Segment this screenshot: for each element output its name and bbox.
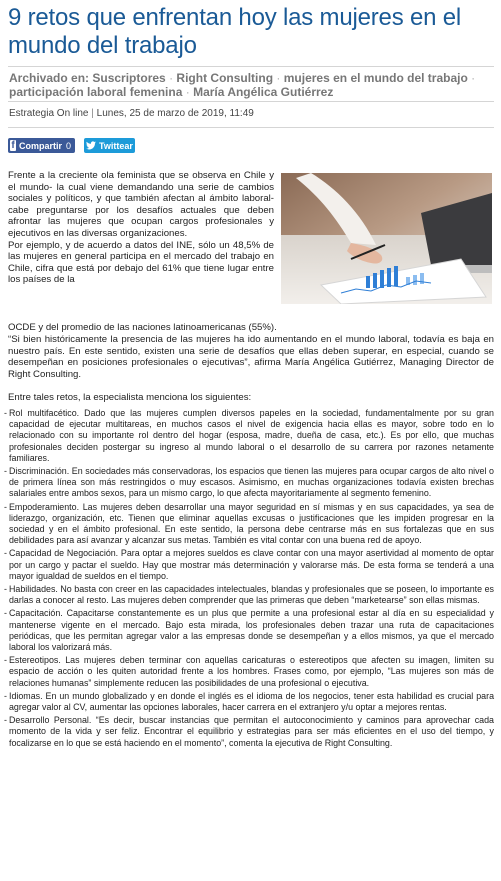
source-name: Estrategia On line — [9, 108, 89, 119]
tag-link-suscriptores[interactable]: Suscriptores — [92, 71, 166, 85]
list-lead-in: Entre tales retos, la especialista menciona los siguientes: — [8, 392, 252, 403]
twitter-icon — [86, 140, 96, 151]
article-photo — [281, 173, 492, 304]
byline-divider — [8, 127, 494, 128]
intro-column — [8, 170, 274, 286]
twitter-share-label: Twittear — [99, 140, 133, 151]
publish-date: Lunes, 25 de marzo de 2019, 11:49 — [96, 108, 254, 119]
intro-paragraph-1: Frente a la creciente ola feminista que se observa en Chile y el mundo- la cual viene demandando una serie de cambios sociales y políticos, y que también afectan al ámbito laboral- cabe preguntarse por los desafíos actuales que deben afrontar las mujeres que ocupan cargos profesionales y ejecutivos en las diversas organizaciones. — [8, 170, 274, 239]
list-item: - Desarrollo Personal. “Es decir, buscar instancias que permitan el autoconocimiento y caminos para aprovechar cada momento de la vida y ser feliz. Encontrar el equilibrio y estrategias para ser más eficientes en el uso del tiempo, y focalizarse en lo que se está haciendo en el momento”, comenta la ejecutiva de Right Consulting. — [4, 715, 494, 749]
intro-paragraph-2-end: OCDE y del promedio de las naciones latinoamericanas (55%). — [8, 322, 277, 333]
list-item: - Empoderamiento. Las mujeres deben desarrollar una mayor seguridad en sí mismas y en sus capacidades, ya sea de liderazgo, organización, etc. Tienen que eliminar aquellas excusas o justificaciones que les impiden progresar en la sociedad y en el ámbito profesional. En este sentido, la persona debe centrarse más en sus fortalezas que en sus debilidades para así avanzar y alcanzar sus metas. También es vital contar con una buena red de apoyo. — [4, 502, 494, 547]
tag-link-maria-angelica[interactable]: María Angélica Gutiérrez — [193, 85, 334, 99]
intro-paragraph-2: Por ejemplo, y de acuerdo a datos del INE, sólo un 48,5% de las mujeres en general participa en el mercado del trabajo en Chile, cifra que está por debajo del 61% que tiene lugar entre los países de la — [8, 239, 274, 286]
challenges-list — [4, 408, 494, 751]
list-item: - Rol multifacético. Dado que las mujeres cumplen diversos papeles en la sociedad, fundamentalmente por su gran capacidad de ejecutar multitareas, en muchos casos el nivel de exigencia hacia ellas es mayor, sobre todo en lo relacionado con su importante rol dentro del hogar (esposa, madre, dueña de casa, etc.). Es por ello, que muchas profesionales deciden postergar su ingreso al mundo laboral o el desarrollo de su carrera por razones netamente familiares. — [4, 408, 494, 464]
facebook-icon: f — [11, 140, 15, 151]
list-item: - Estereotipos. Las mujeres deben terminar con aquellas caricaturas o estereotipos que afecten su imagen, limiten su espacio de acción o les quiten autoridad frente a los hombres. Frases como, por ejemplo, “Las mujeres son más de relaciones humanas” simplemente reducen las posibilidades de una profesional o ejecutiva. — [4, 655, 494, 689]
facebook-share-button[interactable] — [8, 138, 75, 153]
archive-tags — [9, 71, 497, 99]
tag-separator: · — [471, 71, 476, 85]
twitter-share-button[interactable] — [84, 138, 135, 153]
facebook-share-label: Compartir — [18, 140, 62, 151]
tag-separator: · — [169, 71, 174, 85]
title-divider — [8, 66, 494, 67]
tag-link-right-consulting[interactable]: Right Consulting — [176, 71, 274, 85]
tag-link-participacion-laboral[interactable]: participación laboral femenina — [9, 85, 183, 99]
byline-separator: | — [91, 108, 97, 119]
quote-paragraph: “Si bien históricamente la presencia de las mujeres ha ido aumentando en el mundo laboral, todavía es baja en nuestro país. En este sentido, existen una serie de desafíos que ellas deben superar, en especial, cuando se desempeñan en posiciones profesionales o ejecutivas”, afirma María Angélica Gutiérrez, Managing Director de Right Consulting. — [8, 334, 494, 380]
tag-separator: · — [276, 71, 281, 85]
byline — [9, 108, 254, 120]
article-title: 9 retos que enfrentan hoy las mujeres en el mundo del trabajo — [8, 4, 462, 59]
list-item: - Idiomas. En un mundo globalizado y en donde el inglés es el idioma de los negocios, tener esta habilidad es crucial para agregar valor al CV, aumentar las opciones laborales, hacer carrera en el extranjero y/u optar a mejores rentas. — [4, 691, 494, 713]
list-item: - Habilidades. No basta con creer en las capacidades intelectuales, blandas y profesionales que se poseen, lo importante es darlas a conocer al resto. Las mujeres deben comprender que las primeras que deben “marketearse” son ellas mismas. — [4, 584, 494, 606]
tag-separator: · — [185, 85, 190, 99]
list-item: - Capacidad de Negociación. Para optar a mejores sueldos es clave contar con una mayor asertividad al momento de optar por un cargo y pactar el sueldo. Hay que mostrar más determinación y valorarse más. De esta forma se tenderá a una mayor igualdad de sueldos en el tiempo. — [4, 548, 494, 582]
list-item: - Capacitación. Capacitarse constantemente es un plus que permite a una profesional estar al día en su especialidad y mantenerse vigente en el mercado. Bajo esta mirada, los profesionales deben trazar una ruta de capacitaciones periódicas, que les permitan agregar valor a las empresas donde se desempeñan y a ellos mismos, ya que el mercado laboral los valorizará más. — [4, 608, 494, 653]
tag-link-mujeres-trabajo[interactable]: mujeres en el mundo del trabajo — [283, 71, 468, 85]
list-item: - Discriminación. En sociedades más conservadoras, los espacios que tienen las mujeres para ocupar cargos de alto nivel o de primera línea son más restringidos o muy escasos. Asimismo, en muchas organizaciones todavía existen brechas salariales entre ambos sexos, para un mismo cargo, lo que afecta mayoritariamente al segmento femenino. — [4, 466, 494, 500]
facebook-share-count: 0 — [65, 140, 71, 151]
archive-divider — [8, 101, 494, 102]
archive-label: Archivado en: — [9, 71, 90, 85]
